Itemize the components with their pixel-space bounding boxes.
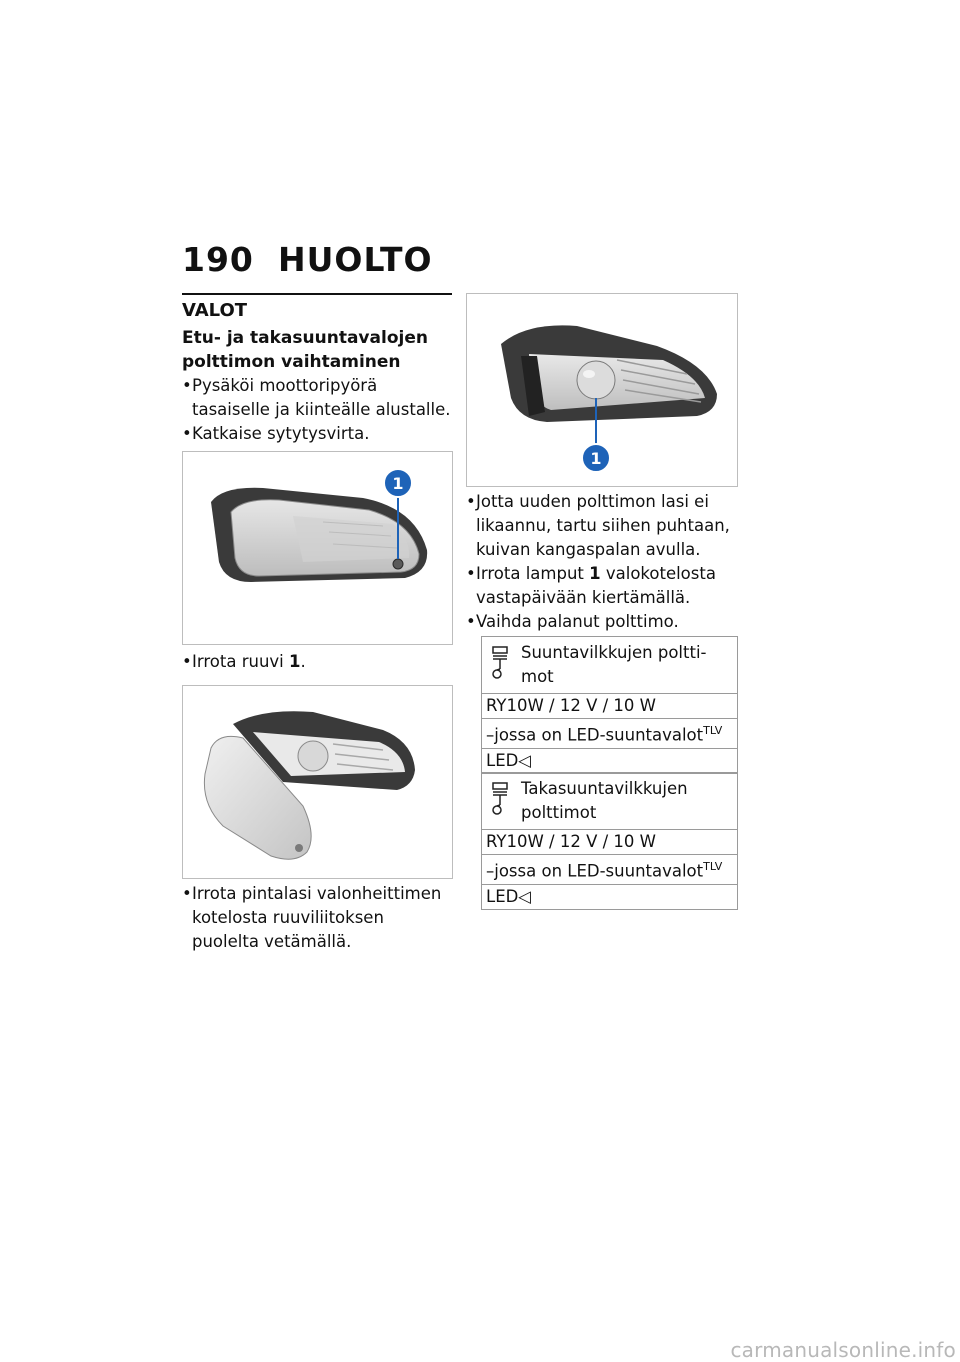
figure-bulb — [466, 293, 738, 487]
bulb-spec-icon — [488, 645, 512, 681]
step-handle-bulb: • Jotta uuden polttimon lasi ei likaannu, tartu siihen puhtaan, kuivan kangaspalan avulla. — [466, 490, 738, 562]
step-remove-lens: • Irrota pintalasi valonheittimen kotelosta ruuviliitoksen puolelta vetämällä. — [182, 882, 454, 954]
spec-front-title-line2: mot — [521, 667, 554, 686]
step-lens-wrap — [182, 882, 454, 954]
step-ignition-off: • Katkaise sytytysvirta. — [182, 422, 452, 446]
spec-table-rear — [481, 772, 738, 910]
screw-icon — [393, 559, 403, 569]
bulb-spec-icon — [488, 781, 512, 817]
footer-watermark: carmanualsonline.info — [730, 1338, 956, 1362]
step-remove-bulbs-text: Irrota lamput — [476, 564, 590, 583]
section-subtitle: Etu- ja takasuuntavalojen polttimon vaihtaminen — [182, 328, 428, 372]
spec-rear-led-variant-sup: TLV — [703, 860, 723, 873]
spec-rear-led-variant-text: –jossa on LED-suuntavalot — [486, 861, 704, 881]
spec-rear-bulb: RY10W / 12 V / 10 W — [482, 830, 737, 855]
spec-rear-title-line2: polttimot — [521, 803, 597, 822]
step-remove-screw-end: . — [300, 652, 306, 671]
spec-front-led: LED◁ — [486, 750, 532, 770]
bulb-icon — [577, 361, 615, 399]
spec-rear-title-line1: Takasuuntavilkkujen — [521, 779, 688, 798]
step-remove-screw-text: Irrota ruuvi — [192, 652, 289, 671]
page-number: 190 — [182, 240, 254, 279]
spec-rear-led-variant — [482, 855, 737, 885]
step-remove-screw — [182, 650, 452, 674]
chapter-title: HUOLTO — [278, 240, 433, 279]
step-remove-bulbs — [466, 562, 738, 610]
spec-front-header — [482, 637, 737, 694]
spec-front-led-variant-sup: TLV — [703, 724, 723, 737]
spec-front-title — [482, 637, 737, 693]
step-park: • Pysäköi moottoripyörä tasaiselle ja kiinteälle alustalle. — [182, 374, 452, 422]
spec-front-title-line1: Suuntavilkkujen poltti- — [521, 643, 707, 662]
spec-table-front — [481, 636, 738, 774]
steps-right — [466, 490, 738, 610]
step-replace-bulb: • Vaihda palanut polttimo. — [466, 610, 738, 634]
steps-intro — [182, 374, 452, 446]
step-screw-wrap — [182, 650, 452, 674]
page-header — [182, 240, 433, 279]
step-remove-screw-ref: 1 — [289, 652, 301, 671]
step-remove-bulbs-end: valokotelosta vastapäivään kiertämällä. — [476, 564, 716, 607]
spec-front-led-variant — [482, 719, 737, 749]
bulb-illustration — [467, 294, 737, 486]
figure-lens-removed — [182, 685, 453, 879]
figure-indicator-screw — [182, 451, 453, 645]
spec-front-bulb: RY10W / 12 V / 10 W — [482, 694, 737, 719]
callout-1-label-bulb: 1 — [590, 449, 602, 468]
lens-removed-illustration — [183, 686, 452, 878]
spec-front-led-variant-text: –jossa on LED-suuntavalot — [486, 725, 704, 745]
step-replace-wrap — [466, 610, 738, 634]
step-remove-bulbs-ref: 1 — [589, 564, 601, 583]
spec-rear-led: LED◁ — [486, 886, 532, 906]
section-title: VALOT — [182, 300, 248, 321]
spec-rear-title — [482, 773, 737, 829]
indicator-screw-illustration — [183, 452, 452, 644]
bulb-icon — [298, 741, 328, 771]
section-rule — [182, 293, 452, 295]
callout-1-label: 1 — [392, 474, 404, 493]
spec-rear-header — [482, 773, 737, 830]
